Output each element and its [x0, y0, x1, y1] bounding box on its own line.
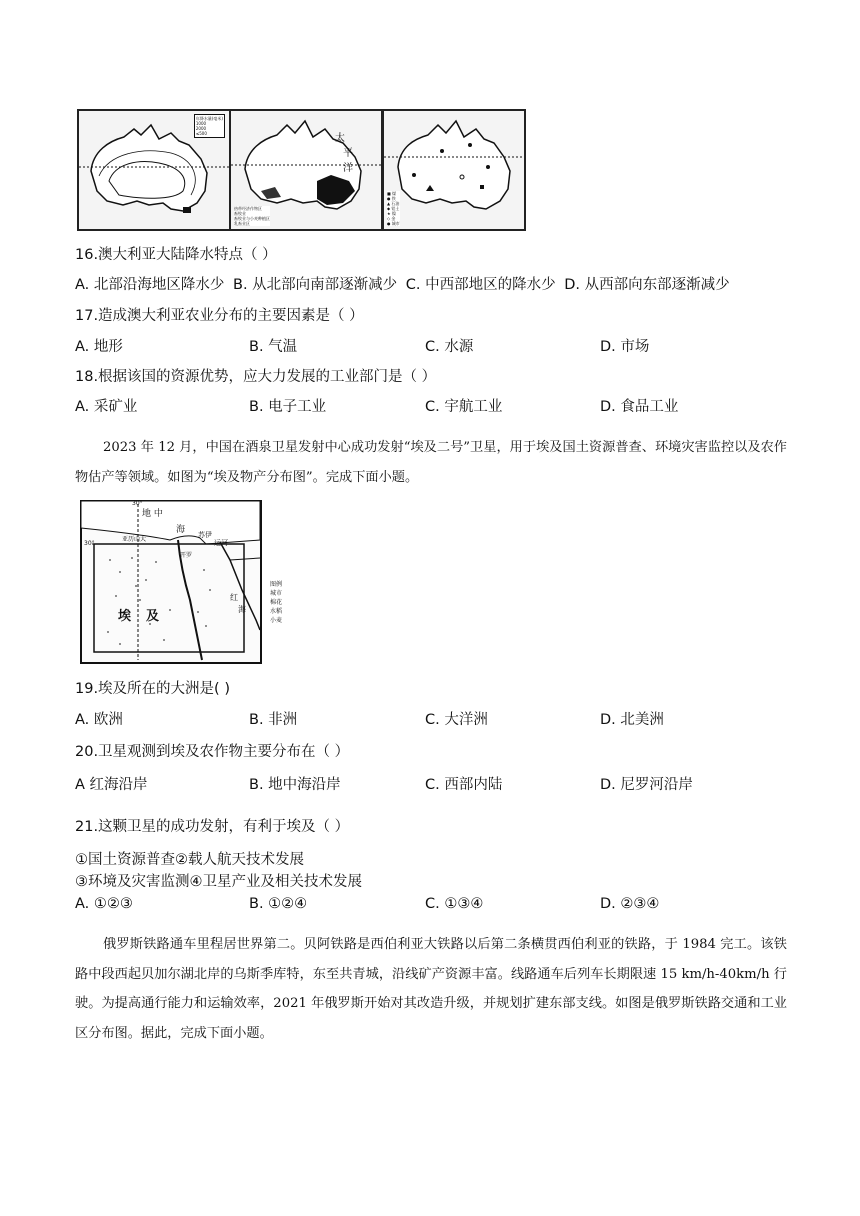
option-d[interactable]: D. 市场	[600, 339, 650, 355]
option-a[interactable]: A. 采矿业	[75, 399, 138, 415]
legend-line: 城市	[270, 590, 283, 597]
longitude-tick: 30°	[132, 500, 143, 507]
map-char: 运河	[214, 539, 228, 547]
legend-line: ★ 镍	[387, 211, 396, 216]
question-16-options	[75, 275, 734, 295]
question-16-stem: 16.澳大利亚大陆降水特点（ ）	[75, 247, 277, 263]
legend-line: 棉花	[270, 599, 283, 606]
legend-line: 热带经济作物区	[234, 206, 262, 211]
legend-line: ◇ 金	[387, 216, 396, 221]
egypt-product-map	[80, 500, 305, 664]
ocean-char: 太	[335, 133, 345, 144]
map-char: 埃	[118, 609, 132, 624]
latitude-tick: 30°	[84, 540, 95, 547]
legend-line: ≤500	[195, 131, 207, 136]
question-20-stem: 20.卫星观测到埃及农作物主要分布在（ ）	[75, 744, 350, 760]
map-char: 地	[142, 509, 152, 519]
legend-line: 乳畜业区	[234, 221, 250, 226]
legend-line: ▲ 石油	[387, 201, 400, 206]
option-a[interactable]: A. 欧洲	[75, 712, 123, 728]
option-a[interactable]: A. 地形	[75, 339, 123, 355]
legend-line: 1000	[195, 121, 207, 126]
legend-line: ● 铁	[387, 196, 396, 201]
option-c[interactable]: C. 宇航工业	[425, 399, 503, 415]
map-char: 开罗	[180, 552, 193, 559]
question-19-stem: 19.埃及所在的大洲是( )	[75, 681, 230, 697]
option-c[interactable]: C. 中西部地区的降水少	[405, 277, 556, 293]
ocean-char: 洋	[343, 163, 353, 174]
question-21-statements-line-2: ③环境及灾害监测④卫星产业及相关技术发展	[75, 874, 362, 890]
legend-line: 水稻	[270, 608, 283, 615]
ocean-char: 平	[343, 148, 353, 159]
resources-legend	[387, 191, 400, 226]
map-char: 中	[153, 509, 163, 519]
option-c[interactable]: C. ①③④	[425, 896, 484, 912]
option-d[interactable]: D. 尼罗河沿岸	[600, 777, 693, 793]
australia-resources-map	[382, 109, 526, 231]
precipitation-legend	[194, 114, 225, 138]
australia-precipitation-map	[77, 109, 231, 231]
question-18-stem: 18.根据该国的资源优势，应大力发展的工业部门是（ ）	[75, 369, 437, 385]
map-char: 亚历山大	[122, 536, 147, 543]
option-c[interactable]: C. 水源	[425, 339, 474, 355]
legend-line: ● 城市	[387, 221, 400, 226]
option-b[interactable]: B. 电子工业	[249, 399, 327, 415]
option-b[interactable]: B. 地中海沿岸	[249, 777, 341, 793]
legend-line: 2000	[195, 126, 207, 131]
question-21-stem: 21.这颗卫星的成功发射，有利于埃及（ ）	[75, 819, 350, 835]
legend-line: ■ 煤	[387, 191, 397, 196]
map-char: 苏伊	[198, 531, 212, 539]
legend-line: 图例	[270, 581, 283, 588]
legend-line: ◆ 铝土	[387, 206, 400, 211]
egypt-legend	[270, 580, 282, 625]
legend-line: 畜牧业	[234, 211, 246, 216]
option-b[interactable]: B. 从北部向南部逐渐减少	[233, 277, 398, 293]
question-21-statements-line-1: ①国土资源普查②载人航天技术发展	[75, 852, 304, 868]
option-c[interactable]: C. 大洋洲	[425, 712, 488, 728]
pacific-label	[335, 131, 353, 176]
agriculture-legend	[234, 206, 270, 226]
option-d[interactable]: D. 食品工业	[600, 399, 679, 415]
legend-line: 小麦	[270, 617, 283, 624]
option-b[interactable]: B. ①②④	[249, 896, 308, 912]
option-a[interactable]: A. ①②③	[75, 896, 133, 912]
australia-agriculture-map	[229, 109, 383, 231]
legend-line: 畜牧业与小麦种植区	[234, 216, 270, 221]
option-c[interactable]: C. 西部内陆	[425, 777, 503, 793]
question-17-stem: 17.造成澳大利亚农业分布的主要因素是（ ）	[75, 308, 364, 324]
option-b[interactable]: B. 非洲	[249, 712, 298, 728]
map-char: 及	[146, 609, 160, 624]
option-d[interactable]: D. 北美洲	[600, 712, 664, 728]
map-char: 海	[238, 605, 246, 614]
option-a[interactable]: A. 北部沿海地区降水少	[75, 277, 225, 293]
map-char: 红	[230, 593, 238, 602]
map-char: 海	[176, 525, 186, 535]
mediterranean-label	[142, 506, 163, 519]
legend-line: 年降水量(毫米)	[195, 116, 223, 121]
option-a[interactable]: A 红海沿岸	[75, 777, 148, 793]
option-b[interactable]: B. 气温	[249, 339, 298, 355]
russia-passage: 俄罗斯铁路通车里程居世界第二。贝阿铁路是西伯利亚大铁路以后第二条横贯西伯利亚的铁路，于 1984 完工。该铁路中段西起贝加尔湖北岸的乌斯季库特，东至共青城，沿线矿产资源丰富。线路通车后列车长期限速 15 km/h-40km/h 行驶。为提高通行能力和运输效率，2021 年俄罗斯开始对其改造升级，并规划扩建东部支线。如图是俄罗斯铁路交通和工业区分布图。据此，完成下面小题。	[75, 937, 787, 1041]
option-d[interactable]: D. 从西部向东部逐渐减少	[564, 277, 730, 293]
option-d[interactable]: D. ②③④	[600, 896, 660, 912]
egypt-passage: 2023 年 12 月，中国在酒泉卫星发射中心成功发射“埃及二号”卫星，用于埃及国土资源普查、环境灾害监控以及农作物估产等领域。如图为“埃及物产分布图”。完成下面小题。	[75, 440, 787, 485]
